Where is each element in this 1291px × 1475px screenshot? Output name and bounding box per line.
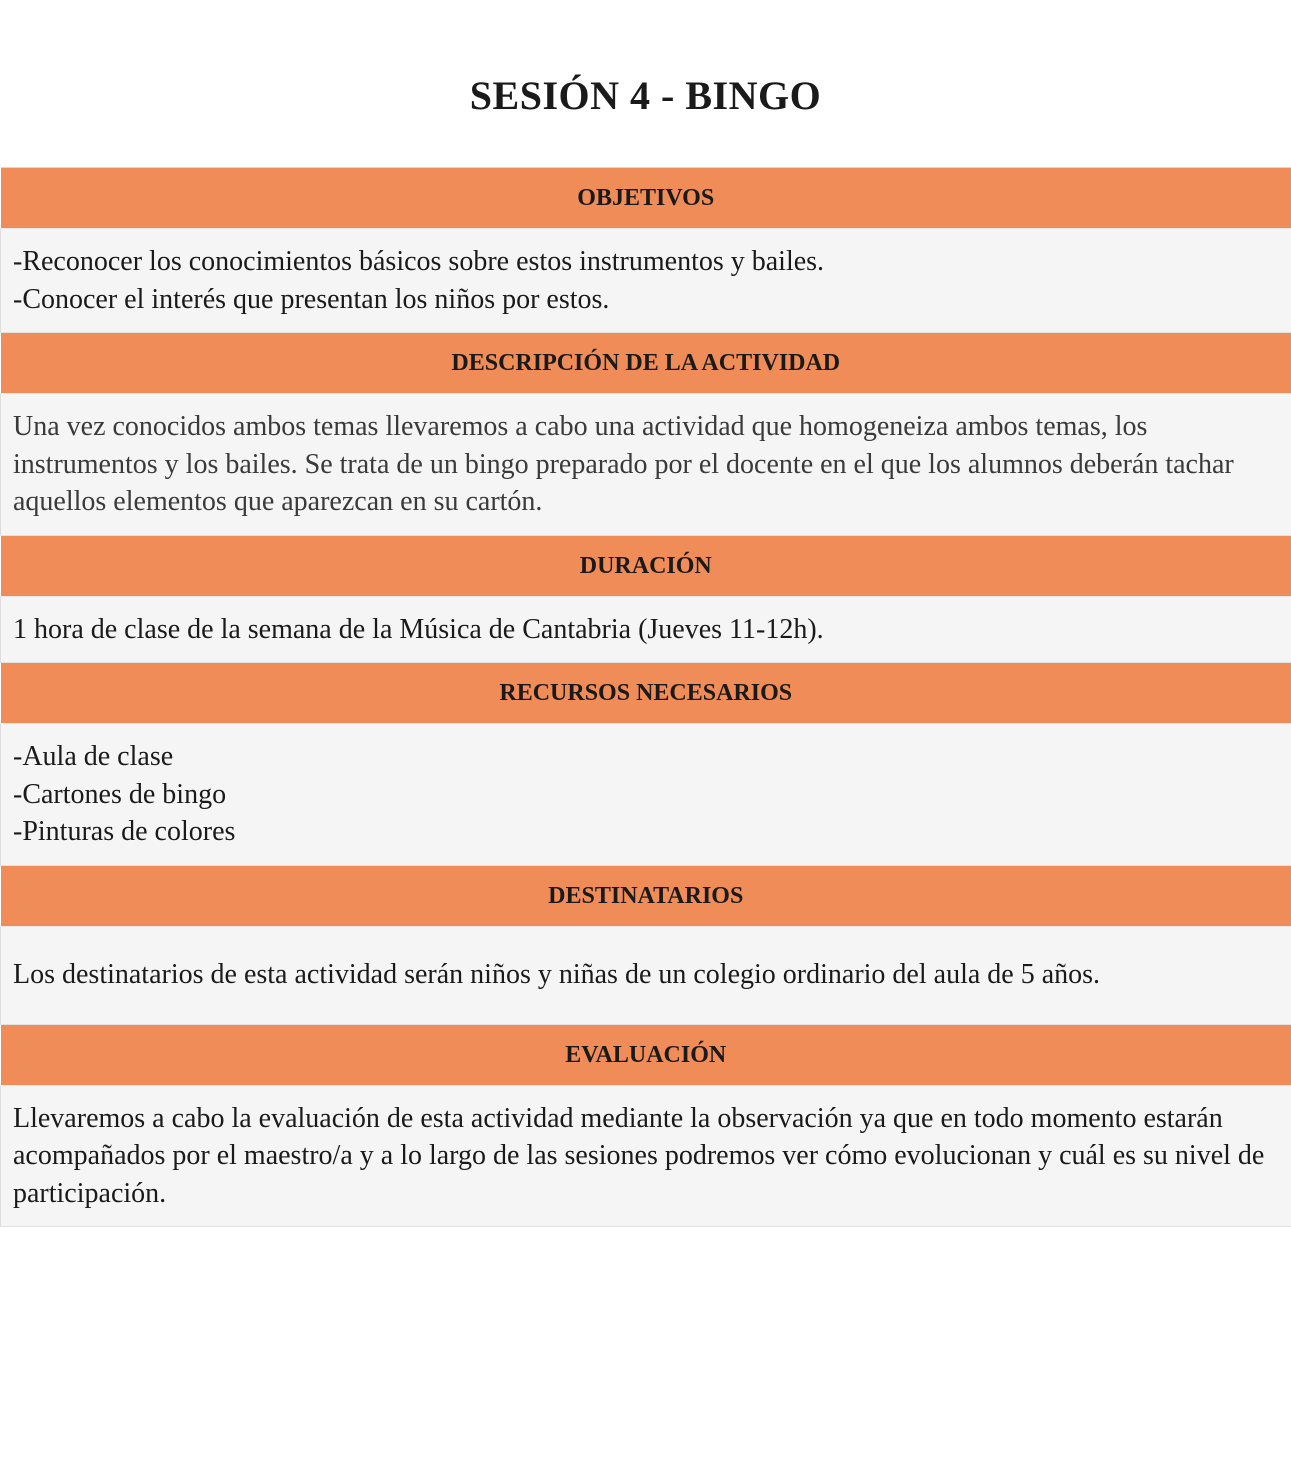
section-body-objetivos — [1, 229, 1291, 333]
descripcion-text: Una vez conocidos ambos temas llevaremos a cabo una actividad que homogeneiza ambos temas, los instrumentos y los bailes. Se trata de un bingo preparado por el docente en el que los alumnos deberán tachar aquellos elementos que aparezcan en su cartón. — [13, 411, 1234, 517]
recurso-item: -Cartones de bingo — [13, 778, 227, 810]
section-body-destinatarios — [1, 926, 1291, 1024]
section-header-descripcion: DESCRIPCIÓN DE LA ACTIVIDAD — [1, 333, 1291, 394]
section-body-descripcion — [1, 394, 1291, 536]
section-header-row-recursos — [1, 663, 1291, 724]
section-header-row-evaluacion — [1, 1024, 1291, 1085]
section-header-row-destinatarios — [1, 865, 1291, 926]
section-body-evaluacion — [1, 1085, 1291, 1227]
recurso-item: -Aula de clase — [13, 741, 174, 772]
objetivo-item: -Reconocer los conocimientos básicos sobre estos instrumentos y bailes. — [13, 246, 825, 277]
section-body-duracion — [1, 596, 1291, 663]
section-body-row-objetivos — [1, 229, 1291, 333]
section-header-recursos: RECURSOS NECESARIOS — [1, 663, 1291, 724]
section-header-row-objetivos — [1, 168, 1291, 229]
section-body-row-destinatarios — [1, 926, 1291, 1024]
section-header-objetivos: OBJETIVOS — [1, 168, 1291, 229]
destinatarios-text: Los destinatarios de esta actividad serán niños y niñas de un colegio ordinario del aula de 5 años. — [13, 959, 1101, 991]
evaluacion-text: Llevaremos a cabo la evaluación de esta actividad mediante la observación ya que en todo momento estarán acompañados por el maestro/a y a lo largo de las sesiones podremos ver cómo evolucionan y cuál es su nivel de participación. — [13, 1102, 1265, 1209]
recurso-item: -Pinturas de colores — [13, 816, 236, 847]
section-header-row-descripcion — [1, 333, 1291, 394]
section-body-row-duracion — [1, 596, 1291, 663]
session-table — [0, 167, 1291, 1227]
section-header-destinatarios: DESTINATARIOS — [1, 865, 1291, 926]
section-body-row-descripcion — [1, 394, 1291, 536]
section-body-row-evaluacion — [1, 1085, 1291, 1227]
section-header-row-duracion — [1, 535, 1291, 596]
duracion-text: 1 hora de clase de la semana de la Música de Cantabria (Jueves 11-12h). — [13, 613, 824, 645]
page-title: SESIÓN 4 - BINGO — [469, 73, 822, 118]
objetivo-item: -Conocer el interés que presentan los niños por estos. — [13, 283, 610, 315]
section-header-duracion: DURACIÓN — [1, 535, 1291, 596]
section-header-evaluacion: EVALUACIÓN — [1, 1024, 1291, 1085]
section-body-recursos — [1, 724, 1291, 866]
section-body-row-recursos — [1, 724, 1291, 866]
